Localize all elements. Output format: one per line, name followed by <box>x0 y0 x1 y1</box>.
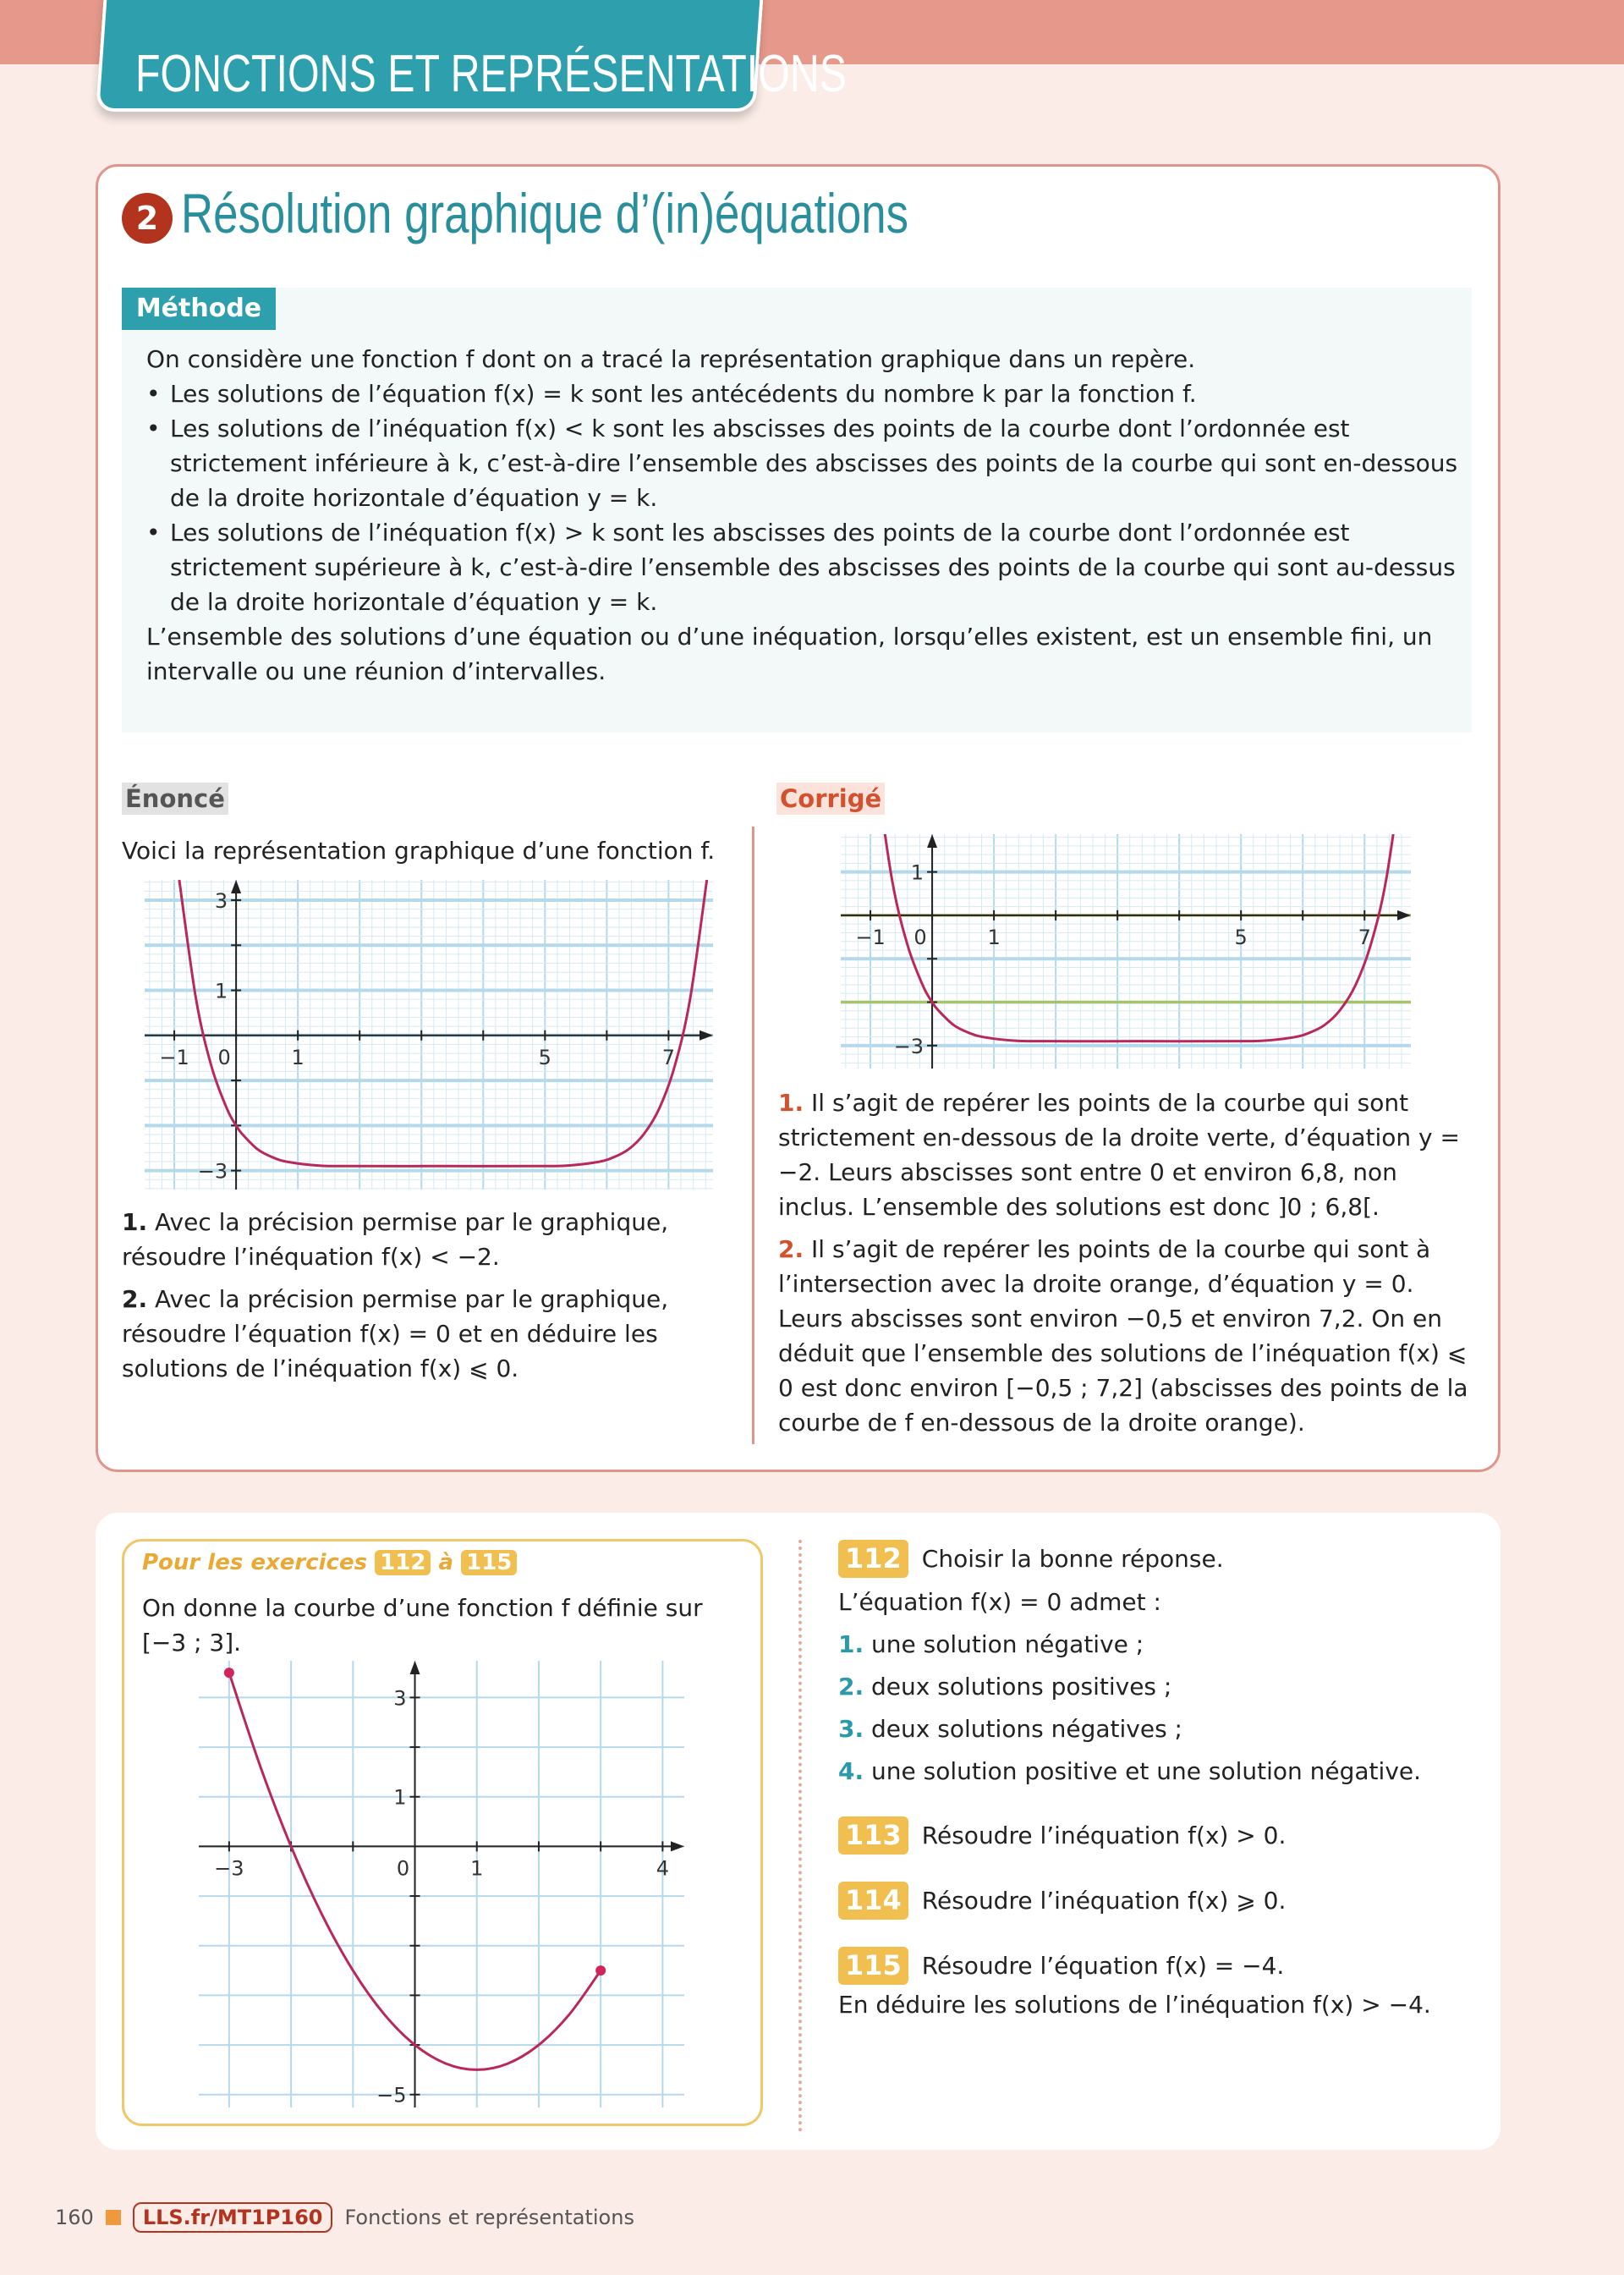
exercises-range <box>142 1550 517 1575</box>
exercise-graph <box>199 1661 684 2107</box>
exercise-badge: 112 <box>375 1550 431 1575</box>
section-number: 2 <box>122 193 173 244</box>
page-number: 160 <box>55 2206 94 2229</box>
x-tick-label: −1 <box>855 925 886 949</box>
exercise-stem: L’équation f(x) = 0 admet : <box>838 1588 1161 1616</box>
option-text: une solution positive et une solution négative. <box>864 1757 1422 1785</box>
footer <box>55 2202 634 2233</box>
method-bullet: • Les solutions de l’inéquation f(x) > k sont les abscisses des points de la courbe dont l’ordonnée est strictement supérieure à k, c’est-à-dire l’ensemble des abscisses des points de la courbe qui sont au-dessus de la droite horizontale d’équation y = k. <box>146 515 1466 619</box>
chapter-title: FONCTIONS ET REPRÉSENTATIONS <box>135 45 848 103</box>
x-tick-label: 1 <box>291 1045 304 1069</box>
exercise-113 <box>838 1816 1481 1855</box>
method-bullet: • Les solutions de l’inéquation f(x) < k sont les abscisses des points de la courbe dont l’ordonnée est strictement inférieure à k, c’est-à-dire l’ensemble des abscisses des points de la courbe qui sont en-dessous de la droite horizontale d’équation y = k. <box>146 411 1466 515</box>
x-tick-label: 4 <box>656 1856 670 1881</box>
resource-link[interactable]: LLS.fr/MT1P160 <box>133 2202 333 2233</box>
exercise-list <box>838 1540 1481 2025</box>
y-tick-label: −3 <box>893 1034 924 1058</box>
answer-number: 2. <box>778 1235 804 1263</box>
exercise-text: En déduire les solutions de l’inéquation f(x) > −4. <box>838 1991 1431 2019</box>
corrige-heading: Corrigé <box>776 783 885 815</box>
question-text: Avec la précision permise par le graphique, résoudre l’équation f(x) = 0 et en déduire les solutions de l’inéquation f(x) ⩽ 0. <box>122 1285 669 1382</box>
x-axis-arrow <box>1397 910 1411 920</box>
exercise-badge: 113 <box>838 1816 908 1855</box>
exercise-text: Résoudre l’équation f(x) = −4. <box>921 1952 1285 1980</box>
method-body <box>146 342 1466 689</box>
x-tick-label: −3 <box>214 1856 244 1881</box>
y-tick-label: 1 <box>393 1785 407 1810</box>
y-axis-arrow <box>927 834 937 848</box>
x-tick-label: 0 <box>217 1045 231 1069</box>
question-2 <box>122 1282 748 1386</box>
exercise-112 <box>838 1540 1481 1578</box>
range-sep: à <box>438 1550 454 1575</box>
footer-chapter: Fonctions et représentations <box>344 2206 634 2229</box>
square-icon <box>106 2210 121 2225</box>
option-number: 3. <box>838 1715 864 1743</box>
x-tick-label: 7 <box>661 1045 676 1069</box>
corrige-graph <box>841 834 1411 1069</box>
x-tick-label: 7 <box>1358 925 1371 949</box>
y-axis-arrow <box>410 1661 420 1674</box>
y-tick-label: 3 <box>214 888 228 913</box>
column-divider <box>752 827 754 1444</box>
option-text: deux solutions positives ; <box>864 1673 1172 1701</box>
exercise-badge: 112 <box>838 1540 908 1578</box>
x-tick-label: −1 <box>159 1045 189 1069</box>
option-number: 4. <box>838 1757 864 1785</box>
option-number: 1. <box>838 1630 864 1658</box>
x-tick-label: 0 <box>914 925 927 949</box>
exercise-text: Résoudre l’inéquation f(x) > 0. <box>921 1822 1287 1849</box>
curve-f <box>179 880 707 1166</box>
enonce-heading: Énoncé <box>122 783 228 815</box>
section-title: Résolution graphique d’(in)équations <box>181 182 909 245</box>
curve-f <box>875 834 1403 1041</box>
dotted-divider <box>798 1540 802 2132</box>
exercise-badge: 114 <box>838 1882 908 1920</box>
y-tick-label: −5 <box>376 2083 407 2107</box>
answer-text: Il s’agit de repérer les points de la courbe qui sont à l’intersection avec la droite orange, d’équation y = 0. Leurs abscisses sont environ −0,5 et environ 7,2. On en déduit que l’ensemble des solutions de l’inéquation f(x) ⩽ 0 est donc environ [−0,5 ; 7,2] (abscisses des points de la courbe de f en-dessous de la droite orange). <box>778 1235 1468 1437</box>
exercise-115 <box>838 1947 1481 1985</box>
x-axis-arrow <box>671 1841 684 1851</box>
curve-endpoint <box>224 1668 234 1678</box>
x-axis-arrow <box>700 1030 713 1041</box>
option-text: une solution négative ; <box>864 1630 1144 1658</box>
x-tick-label: 0 <box>396 1856 410 1881</box>
y-tick-label: 3 <box>393 1686 407 1711</box>
answer-number: 1. <box>778 1089 804 1117</box>
y-tick-label: 1 <box>910 860 924 885</box>
option-text: deux solutions négatives ; <box>864 1715 1182 1743</box>
enonce-questions <box>122 1205 748 1393</box>
option-1 <box>838 1624 1481 1666</box>
given-text: On donne la courbe d’une fonction f définie sur [−3 ; 3]. <box>142 1594 703 1657</box>
exercise-text: Résoudre l’inéquation f(x) ⩾ 0. <box>921 1887 1287 1915</box>
question-1 <box>122 1205 748 1274</box>
x-tick-label: 1 <box>470 1856 484 1881</box>
pour-label: Pour les exercices <box>142 1550 368 1575</box>
exercise-text: Choisir la bonne réponse. <box>921 1545 1224 1573</box>
curve-endpoint <box>595 1965 606 1976</box>
answer-text: Il s’agit de repérer les points de la courbe qui sont strictement en-dessous de la droite verte, d’équation y = −2. Leurs abscisses sont entre 0 et environ 6,8, non inclus. L’ensemble des solutions est donc ]0 ; 6,8[. <box>778 1089 1460 1221</box>
answer-2 <box>778 1232 1480 1440</box>
option-3 <box>838 1708 1481 1750</box>
method-bullet: • Les solutions de l’équation f(x) = k sont les antécédents du nombre k par la fonction f. <box>146 376 1466 411</box>
option-2 <box>838 1666 1481 1708</box>
x-tick-label: 5 <box>1234 925 1248 949</box>
exercise-badge: 115 <box>461 1550 517 1575</box>
option-number: 2. <box>838 1673 864 1701</box>
corrige-answers <box>778 1085 1480 1448</box>
enonce-intro: Voici la représentation graphique d’une fonction f. <box>122 837 716 865</box>
y-tick-label: −3 <box>197 1159 228 1184</box>
answer-1 <box>778 1085 1480 1224</box>
x-tick-label: 5 <box>538 1045 551 1069</box>
exercise-114 <box>838 1882 1481 1920</box>
method-label: Méthode <box>122 288 276 330</box>
method-conclusion: L’ensemble des solutions d’une équation ou d’une inéquation, lorsqu’elles existent, est un ensemble fini, un intervalle ou une réunion d’intervalles. <box>146 623 1433 685</box>
y-tick-label: 1 <box>214 979 228 1003</box>
question-number: 1. <box>122 1208 148 1236</box>
question-text: Avec la précision permise par le graphique, résoudre l’inéquation f(x) < −2. <box>122 1208 669 1271</box>
question-number: 2. <box>122 1285 148 1313</box>
x-tick-label: 1 <box>987 925 1001 949</box>
enonce-graph <box>145 880 713 1190</box>
option-4 <box>838 1750 1481 1793</box>
exercise-badge: 115 <box>838 1947 908 1985</box>
method-intro: On considère une fonction f dont on a tracé la représentation graphique dans un repère. <box>146 345 1196 373</box>
